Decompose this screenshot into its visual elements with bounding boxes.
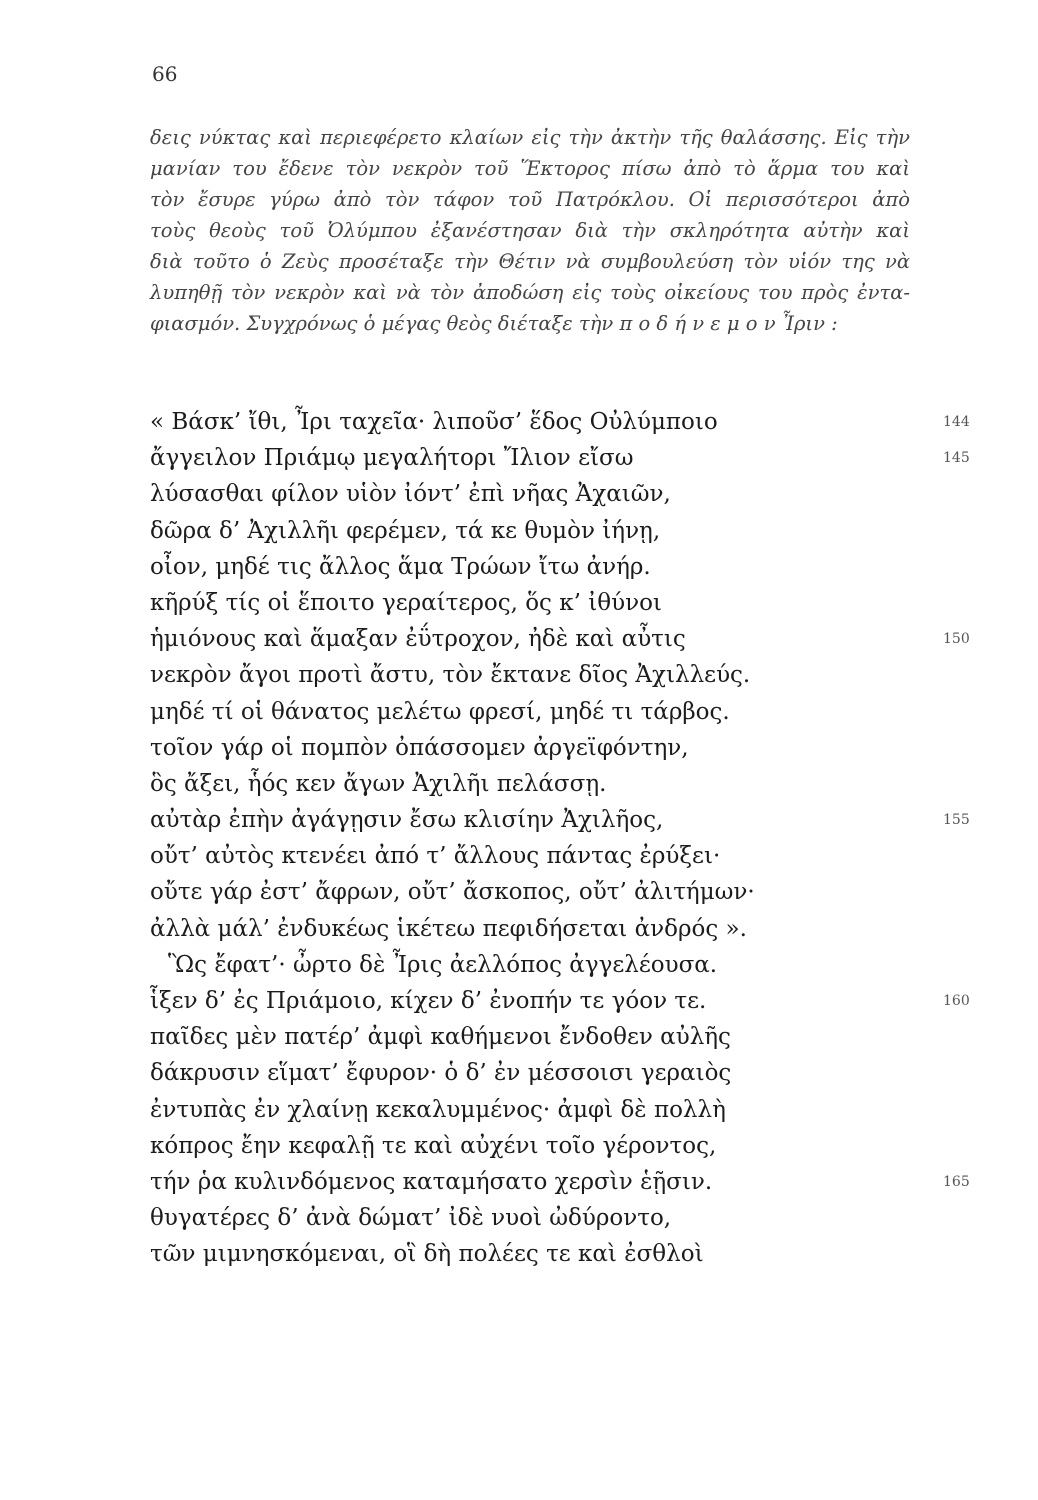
verse-text: ὃς ἄξει, ἧός κεν ἄγων Ἀχιλῆι πελάσσῃ. — [150, 770, 607, 797]
prose-line: φιασμόν. Συγχρόνως ὁ μέγας θεὸς διέταξε τὴν π ο δ ή ν ε μ ο ν Ἶριν : — [150, 312, 838, 335]
line-number: 165 — [943, 1173, 970, 1190]
verse-line — [150, 1236, 910, 1272]
verse-text: κόπρος ἔην κεφαλῇ τε καὶ αὐχένι τοῖο γέροντος, — [150, 1132, 717, 1159]
verse-text: Ὣς ἔφατ’· ὦρτο δὲ Ἶρις ἀελλόπος ἀγγελέουσα. — [168, 951, 718, 978]
prose-line: λυπηθῇ τὸν νεκρὸν καὶ νὰ τὸν ἀποδώση εἰς τοὺς οἰκείους του πρὸς ἐντα- — [150, 281, 910, 304]
line-number: 150 — [943, 631, 970, 648]
verse-text: τῶν μιμνησκόμεναι, οἳ δὴ πολέες τε καὶ ἐσθλοὶ — [150, 1241, 704, 1268]
verse-text: κῆρύξ τίς οἱ ἕποιτο γεραίτερος, ὅς κ’ ἰθύνοι — [150, 589, 662, 616]
verse-text: λύσασθαι φίλον υἱὸν ἰόντ’ ἐπὶ νῆας Ἀχαιῶν, — [150, 481, 671, 508]
verse-line — [150, 838, 910, 874]
verse-text: οὔτ’ αὐτὸς κτενέει ἀπό τ’ ἄλλους πάντας ἐρύξει· — [150, 843, 721, 870]
verse-text: « Βάσκ’ ἴθι, Ἶρι ταχεῖα· λιποῦσ’ ἕδος Οὐλύμποιο — [150, 409, 718, 435]
verse-text: δάκρυσιν εἵματ’ ἔφυρον· ὁ δ’ ἐν μέσσοισι γεραιὸς — [150, 1060, 732, 1087]
verse-text: ἷξεν δ’ ἐς Πριάμοιο, κίχεν δ’ ἐνοπήν τε γόον τε. — [150, 988, 707, 1014]
prose-line: τὸν ἔσυρε γύρω ἀπὸ τὸν τάφον τοῦ Πατρόκλου. Οἱ περισσότεροι ἀπὸ — [150, 188, 910, 211]
line-number: 145 — [943, 450, 970, 467]
verse-block — [150, 404, 970, 1273]
prose-line: δεις νύκτας καὶ περιεφέρετο κλαίων εἰς τὴν ἀκτὴν τῆς θαλάσσης. Εἰς τὴν — [150, 126, 910, 149]
verse-line — [150, 549, 910, 585]
verse-text: παῖδες μὲν πατέρ’ ἀμφὶ καθήμενοι ἔνδοθεν αὐλῆς — [150, 1024, 731, 1051]
verse-line — [150, 983, 970, 1019]
verse-line — [150, 947, 910, 983]
prose-line: μανίαν του ἔδενε τὸν νεκρὸν τοῦ Ἕκτορος πίσω ἀπὸ τὸ ἅρμα του καὶ — [150, 157, 910, 180]
verse-text: ἡμιόνους καὶ ἅμαξαν ἐΰτροχον, ἠδὲ καὶ αὖτις — [150, 626, 686, 653]
prose-line: τοὺς θεοὺς τοῦ Ὀλύμπου ἐξανέστησαν διὰ τὴν σκληρότητα αὐτὴν καὶ — [150, 219, 910, 242]
verse-text: ἀλλὰ μάλ’ ἐνδυκέως ἱκέτεω πεφιδήσεται ἀνδρός ». — [150, 915, 747, 942]
verse-text: νεκρὸν ἄγοι προτὶ ἄστυ, τὸν ἔκτανε δῖος Ἀχιλλεύς. — [150, 662, 751, 689]
verse-line — [150, 874, 910, 910]
verse-text: θυγατέρες δ’ ἀνὰ δώματ’ ἰδὲ νυοὶ ὠδύροντο, — [150, 1205, 672, 1232]
verse-line — [150, 1128, 910, 1164]
verse-line — [150, 1200, 910, 1236]
verse-line — [150, 621, 970, 657]
verse-line — [150, 694, 910, 730]
line-number: 144 — [943, 414, 970, 430]
page-number: 66 — [152, 62, 178, 86]
verse-line — [150, 440, 970, 476]
verse-line — [150, 1055, 910, 1091]
verse-line — [150, 766, 910, 802]
verse-text: τοῖον γάρ οἱ πομπὸν ὀπάσσομεν ἀργεϊφόντην, — [150, 734, 689, 761]
verse-line — [150, 404, 970, 440]
verse-text: οὔτε γάρ ἐστ’ ἄφρων, οὔτ’ ἄσκοπος, οὔτ’ ἀλιτήμων· — [150, 879, 755, 906]
verse-text: ἐντυπὰς ἐν χλαίνῃ κεκαλυμμένος· ἀμφὶ δὲ πολλὴ — [150, 1096, 726, 1123]
verse-text: αὐτὰρ ἐπὴν ἀγάγῃσιν ἔσω κλισίην Ἀχιλῆος, — [150, 807, 664, 834]
verse-line — [150, 802, 970, 838]
line-number: 160 — [943, 993, 970, 1009]
verse-text: δῶρα δ’ Ἀχιλλῆι φερέμεν, τά κε θυμὸν ἰήνῃ, — [150, 517, 661, 544]
verse-line — [150, 730, 910, 766]
verse-line — [150, 911, 910, 947]
verse-line — [150, 585, 910, 621]
verse-line — [150, 1092, 910, 1128]
prose-line: διὰ τοῦτο ὁ Ζεὺς προσέταξε τὴν Θέτιν νὰ συμβουλεύση τὸν υἱόν της νὰ — [150, 250, 910, 273]
verse-line — [150, 513, 910, 549]
verse-line — [150, 1164, 970, 1200]
prose-paragraph — [150, 122, 910, 339]
verse-line — [150, 657, 910, 693]
verse-text: μηδέ τί οἱ θάνατος μελέτω φρεσί, μηδέ τι τάρβος. — [150, 698, 730, 725]
verse-line — [150, 1019, 910, 1055]
verse-text: ἄγγειλον Πριάμῳ μεγαλήτορι Ἴλιον εἴσω — [150, 445, 634, 472]
verse-line — [150, 476, 910, 512]
verse-text: οἶον, μηδέ τις ἄλλος ἅμα Τρώων ἴτω ἀνήρ. — [150, 553, 651, 580]
verse-text: τήν ῥα κυλινδόμενος καταμήσατο χερσὶν ἑῇσιν. — [150, 1168, 713, 1195]
line-number: 155 — [943, 812, 970, 829]
